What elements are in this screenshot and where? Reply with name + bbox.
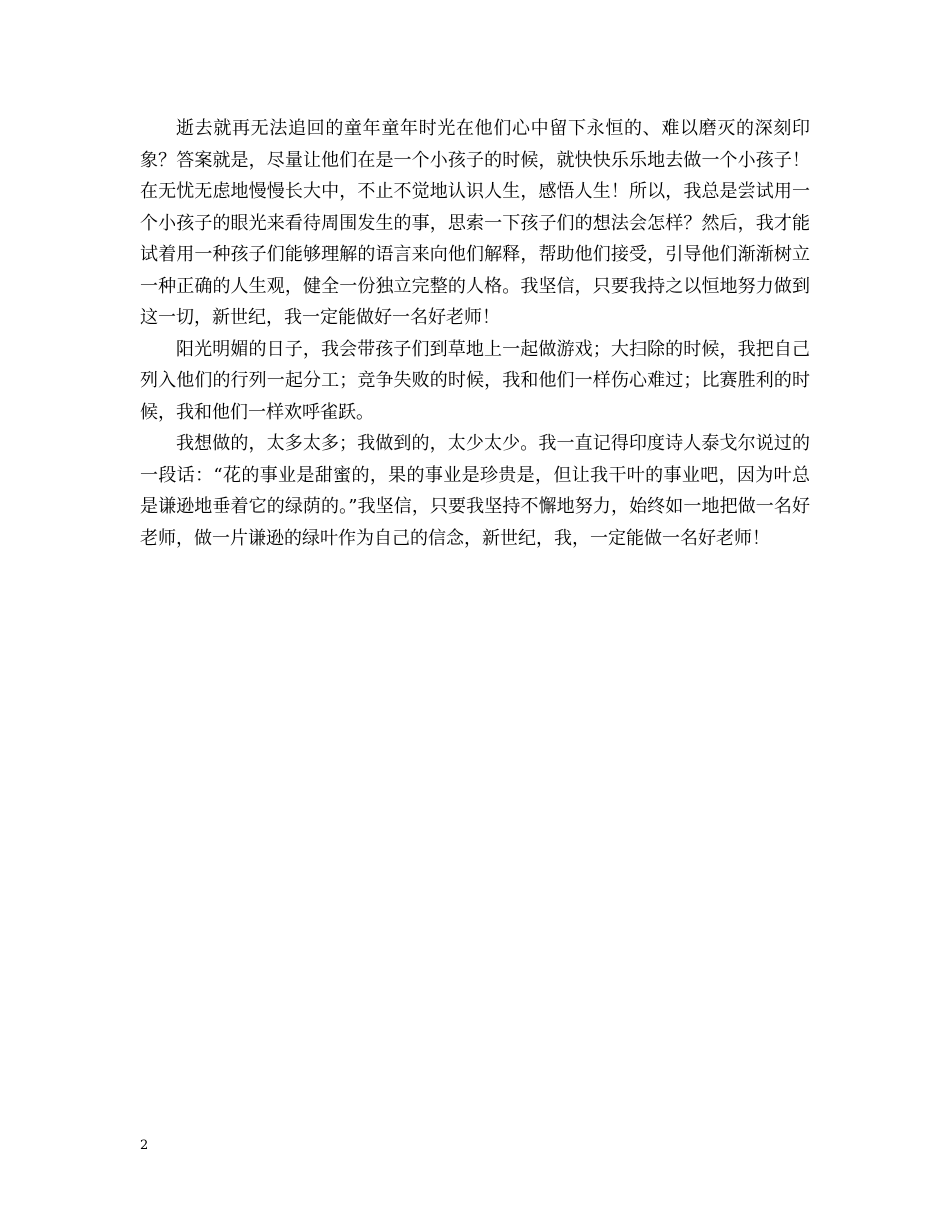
document-body [140,113,810,554]
paragraph: 我想做的，太多太多；我做到的，太少太少。我一直记得印度诗人泰戈尔说过的一段话：“花的事业是甜蜜的，果的事业是珍贵是，但让我干叶的事业吧，因为叶总是谦逊地垂着它的绿荫的。”我坚信，只要我坚持不懈地努力，始终如一地把做一名好老师，做一片谦逊的绿叶作为自己的信念，新世纪，我，一定能做一名好老师！ [140,433,810,549]
paragraph: 逝去就再无法追回的童年童年时光在他们心中留下永恒的、难以磨灭的深刻印象？答案就是，尽量让他们在是一个小孩子的时候，就快快乐乐地去做一个小孩子！在无忧无虑地慢慢长大中，不止不觉地认识人生，感悟人生！所以，我总是尝试用一个小孩子的眼光来看待周围发生的事，思索一下孩子们的想法会怎样？然后，我才能试着用一种孩子们能够理解的语言来向他们解释，帮助他们接受，引导他们渐渐树立一种正确的人生观，健全一份独立完整的人格。我坚信，只要我持之以恒地努力做到这一切，新世纪，我一定能做好一名好老师！ [140,118,810,328]
paragraph: 阳光明媚的日子，我会带孩子们到草地上一起做游戏；大扫除的时候，我把自己列入他们的行列一起分工；竞争失败的时候，我和他们一样伤心难过；比赛胜利的时候，我和他们一样欢呼雀跃。 [140,338,810,423]
page-number: 2 [140,1138,149,1153]
